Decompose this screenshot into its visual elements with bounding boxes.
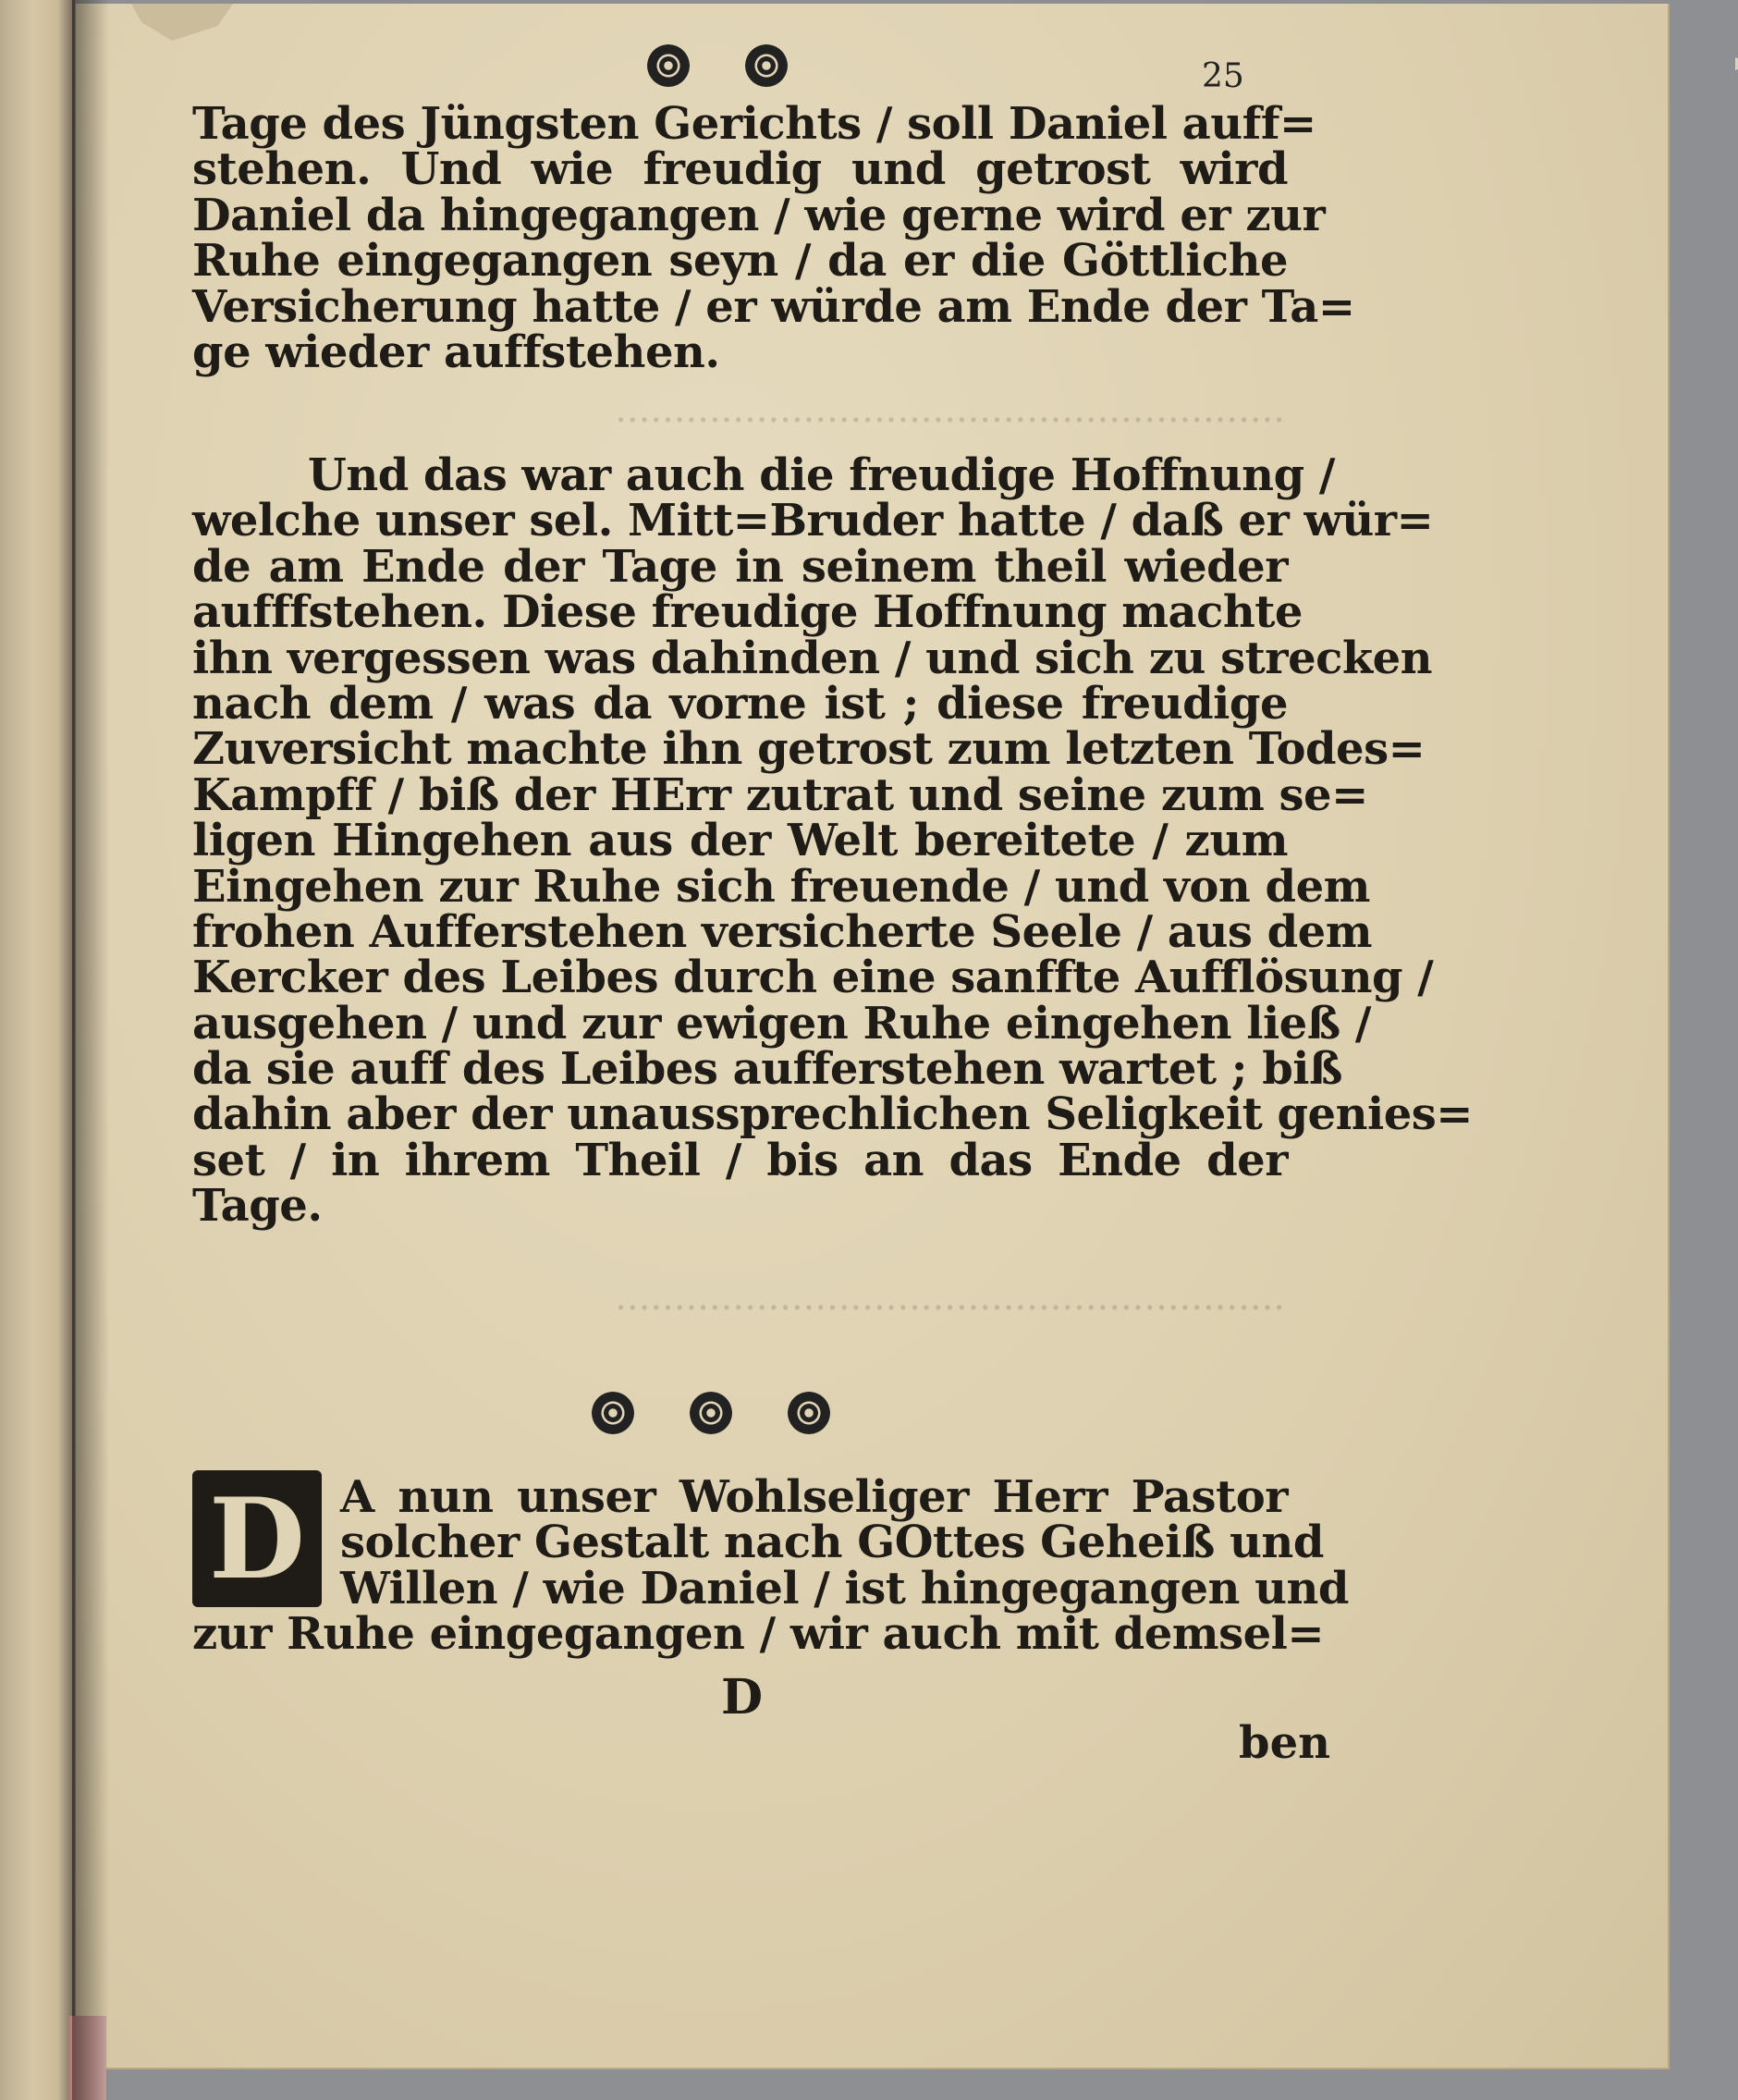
text-line: ausgehen / und zur ewigen Ruhe eingehen ließ / [192,997,1371,1050]
text-line: Daniel da hingegangen / wie gerne wird er zur [192,189,1326,241]
text-line: da sie auff des Leibes aufferstehen wartet ; biß [192,1043,1342,1096]
paragraph-1 [192,98,1355,378]
header-ornaments [647,44,788,87]
text-line: Tage des Jüngsten Gerichts / soll Daniel auff= [192,98,1316,150]
paragraph-2 [192,449,1473,1233]
text-line: dahin aber der unaussprechlichen Seligkeit genies= [192,1088,1473,1141]
paragraph-3 [192,1471,1349,1661]
catchword: ben [1239,1717,1330,1769]
text-line: Und das war auch die freudige Hoffnung / [308,449,1335,501]
section-ornaments [592,1392,830,1434]
text-line: Willen / wie Daniel / ist hingegangen und [340,1562,1349,1615]
show-through-text: ......................................................... [615,1276,1285,1319]
flower-ornament-icon [745,44,788,87]
flower-ornament-icon [690,1392,732,1434]
text-line: Versicherung hatte / er würde am Ende der Ta= [192,280,1355,333]
text-line: Ruhe eingegangen seyn / da er die Göttliche [192,235,1288,288]
text-line: ge wieder auffstehen. [192,325,720,378]
text-line: ihn vergessen was dahinden / und sich zu strecken [192,632,1433,684]
text-line: frohen Aufferstehen versicherte Seele / aus dem [192,905,1372,958]
text-line: A nun unser Wohlseliger Herr Pastor [340,1471,1288,1523]
show-through-text: ......................................................... [615,388,1285,431]
text-line: stehen. Und wie freudig und getrost wird [192,143,1288,196]
flower-ornament-icon [647,44,690,87]
text-line: solcher Gestalt nach GOttes Geheiß und [340,1517,1324,1569]
text-line: zur Ruhe eingegangen / wir auch mit demsel= [192,1608,1325,1661]
signature-mark: D [721,1669,764,1725]
spine-shadow [72,0,109,2100]
decorative-initial: D [192,1470,322,1607]
text-line: welche unser sel. Mitt=Bruder hatte / daß er wür= [192,495,1434,547]
page-number: 25 [1202,57,1244,95]
text-line: nach dem / was da vorne ist ; diese freudige [192,677,1288,730]
text-line: set / in ihrem Theil / bis an das Ende der [192,1134,1288,1186]
text-line: Kercker des Leibes durch eine sanffte Aufflösung / [192,952,1434,1004]
text-line: Kampff / biß der HErr zutrat und seine zum se= [192,768,1368,821]
flower-ornament-icon [788,1392,830,1434]
text-line: Zuversicht machte ihn getrost zum letzten Todes= [192,723,1426,776]
torn-paper-edge [131,4,233,41]
flower-ornament-icon [592,1392,634,1434]
text-line: Tage. [192,1180,323,1233]
text-line: de am Ende der Tage in seinem theil wieder [192,540,1288,593]
text-line: Eingehen zur Ruhe sich freuende / und von dem [192,860,1370,913]
text-line: ligen Hingehen aus der Welt bereitete / zum [192,815,1288,867]
left-facing-page [0,0,75,2100]
text-line: aufffstehen. Diese freudige Hoffnung machte [192,586,1303,639]
